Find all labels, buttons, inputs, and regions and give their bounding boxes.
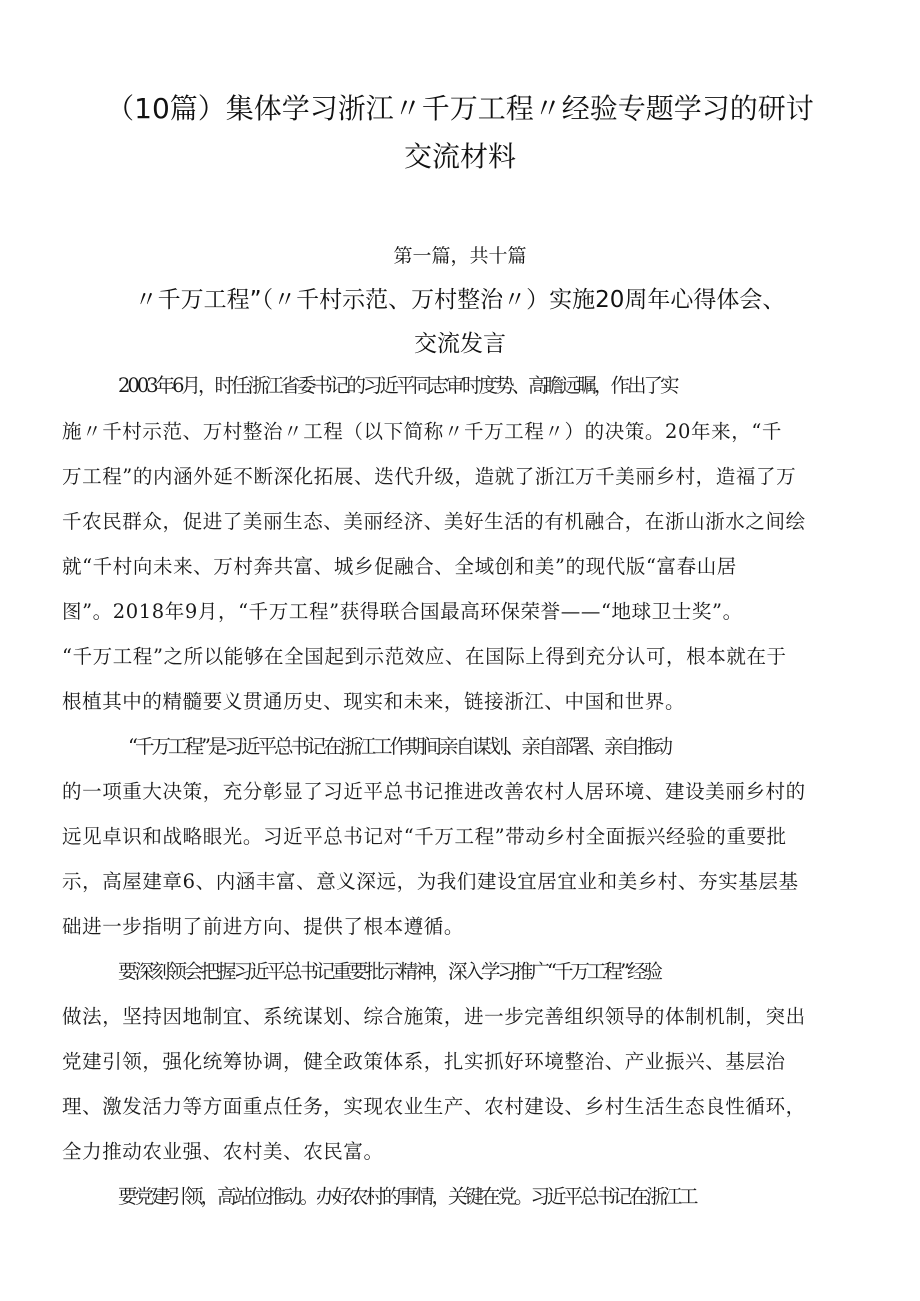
paragraph-2-line-2: 的一项重大决策，充分彰显了习近平总书记推进改善农村人居环境、建设美丽乡村的 xyxy=(62,780,806,803)
paragraph-3-line-4: 理、激发活力等方面重点任务，实现农业生产、农村建设、乡村生活生态良性循环， xyxy=(62,1095,806,1118)
paragraph-2-line-4: 示，高屋建章6、内涵丰富、意义深远，为我们建设宜居宜业和美乡村、夯实基层基 xyxy=(62,870,799,893)
paragraph-2-line-1: “千万工程”是习近平总书记在浙江工作期间亲自谋划、亲自部署、亲自推动 xyxy=(128,735,670,758)
paragraph-3-line-3: 党建引领，强化统筹协调，健全政策体系，扎实抓好环境整治、产业振兴、基层治 xyxy=(62,1050,786,1073)
section-title-line-2: 交流发言 xyxy=(414,331,506,357)
paragraph-1-line-7: “千万工程”之所以能够在全国起到示范效应、在国际上得到充分认可，根本就在于 xyxy=(62,645,787,668)
paragraph-3-line-1: 要深刻领会把握习近平总书记重要批示精神，深入学习推广“千万工程”经验 xyxy=(118,960,660,983)
paragraph-1-line-3: 万工程”的内涵外延不断深化拓展、迭代升级，造就了浙江万千美丽乡村，造福了万 xyxy=(62,465,797,488)
paragraph-4-line-1: 要党建引领，高站位推动。办好农村的事情，关键在党。习近平总书记在浙江工 xyxy=(118,1185,696,1208)
paragraph-1-line-8: 根植其中的精髓要义贯通历史、现实和未来，链接浙江、中国和世界。 xyxy=(62,690,686,713)
paragraph-1-line-5: 就“千村向未来、万村奔共富、城乡促融合、全域创和美”的现代版“富春山居 xyxy=(62,555,737,578)
paragraph-3-line-5: 全力推动农业强、农村美、农民富。 xyxy=(62,1140,384,1163)
paragraph-1-line-2: 施〃千村示范、万村整治〃工程（以下简称〃千万工程〃）的决策。20年来，“千 xyxy=(62,420,782,443)
section-title-line-1: 〃千万工程”（〃千村示范、万村整治〃）实施20周年心得体会、 xyxy=(134,287,786,313)
paragraph-2-line-5: 础进一步指明了前进方向、提供了根本遵循。 xyxy=(62,915,465,938)
document-title-line-1: （10篇）集体学习浙江〃千万工程〃经验专题学习的研讨 xyxy=(106,92,814,125)
paragraph-1-line-6: 图”。2018年9月，“千万工程”获得联合国最高环保荣誉——“地球卫士奖”。 xyxy=(62,600,743,623)
part-label: 第一篇，共十篇 xyxy=(393,245,527,267)
paragraph-3-line-2: 做法，坚持因地制宜、系统谋划、综合施策，进一步完善组织领导的体制机制，突出 xyxy=(62,1005,806,1028)
paragraph-1-line-4: 千农民群众，促进了美丽生态、美丽经济、美好生活的有机融合，在浙山浙水之间绘 xyxy=(62,510,806,533)
paragraph-2-line-3: 远见卓识和战略眼光。习近平总书记对“千万工程”带动乡村全面振兴经验的重要批 xyxy=(62,825,787,848)
paragraph-1-line-1: 2003年6月，时任浙江省委书记的习近平同志审时度势、高瞻远瞩，作出了实 xyxy=(118,374,677,397)
document-title-line-2: 交流材料 xyxy=(403,140,516,173)
